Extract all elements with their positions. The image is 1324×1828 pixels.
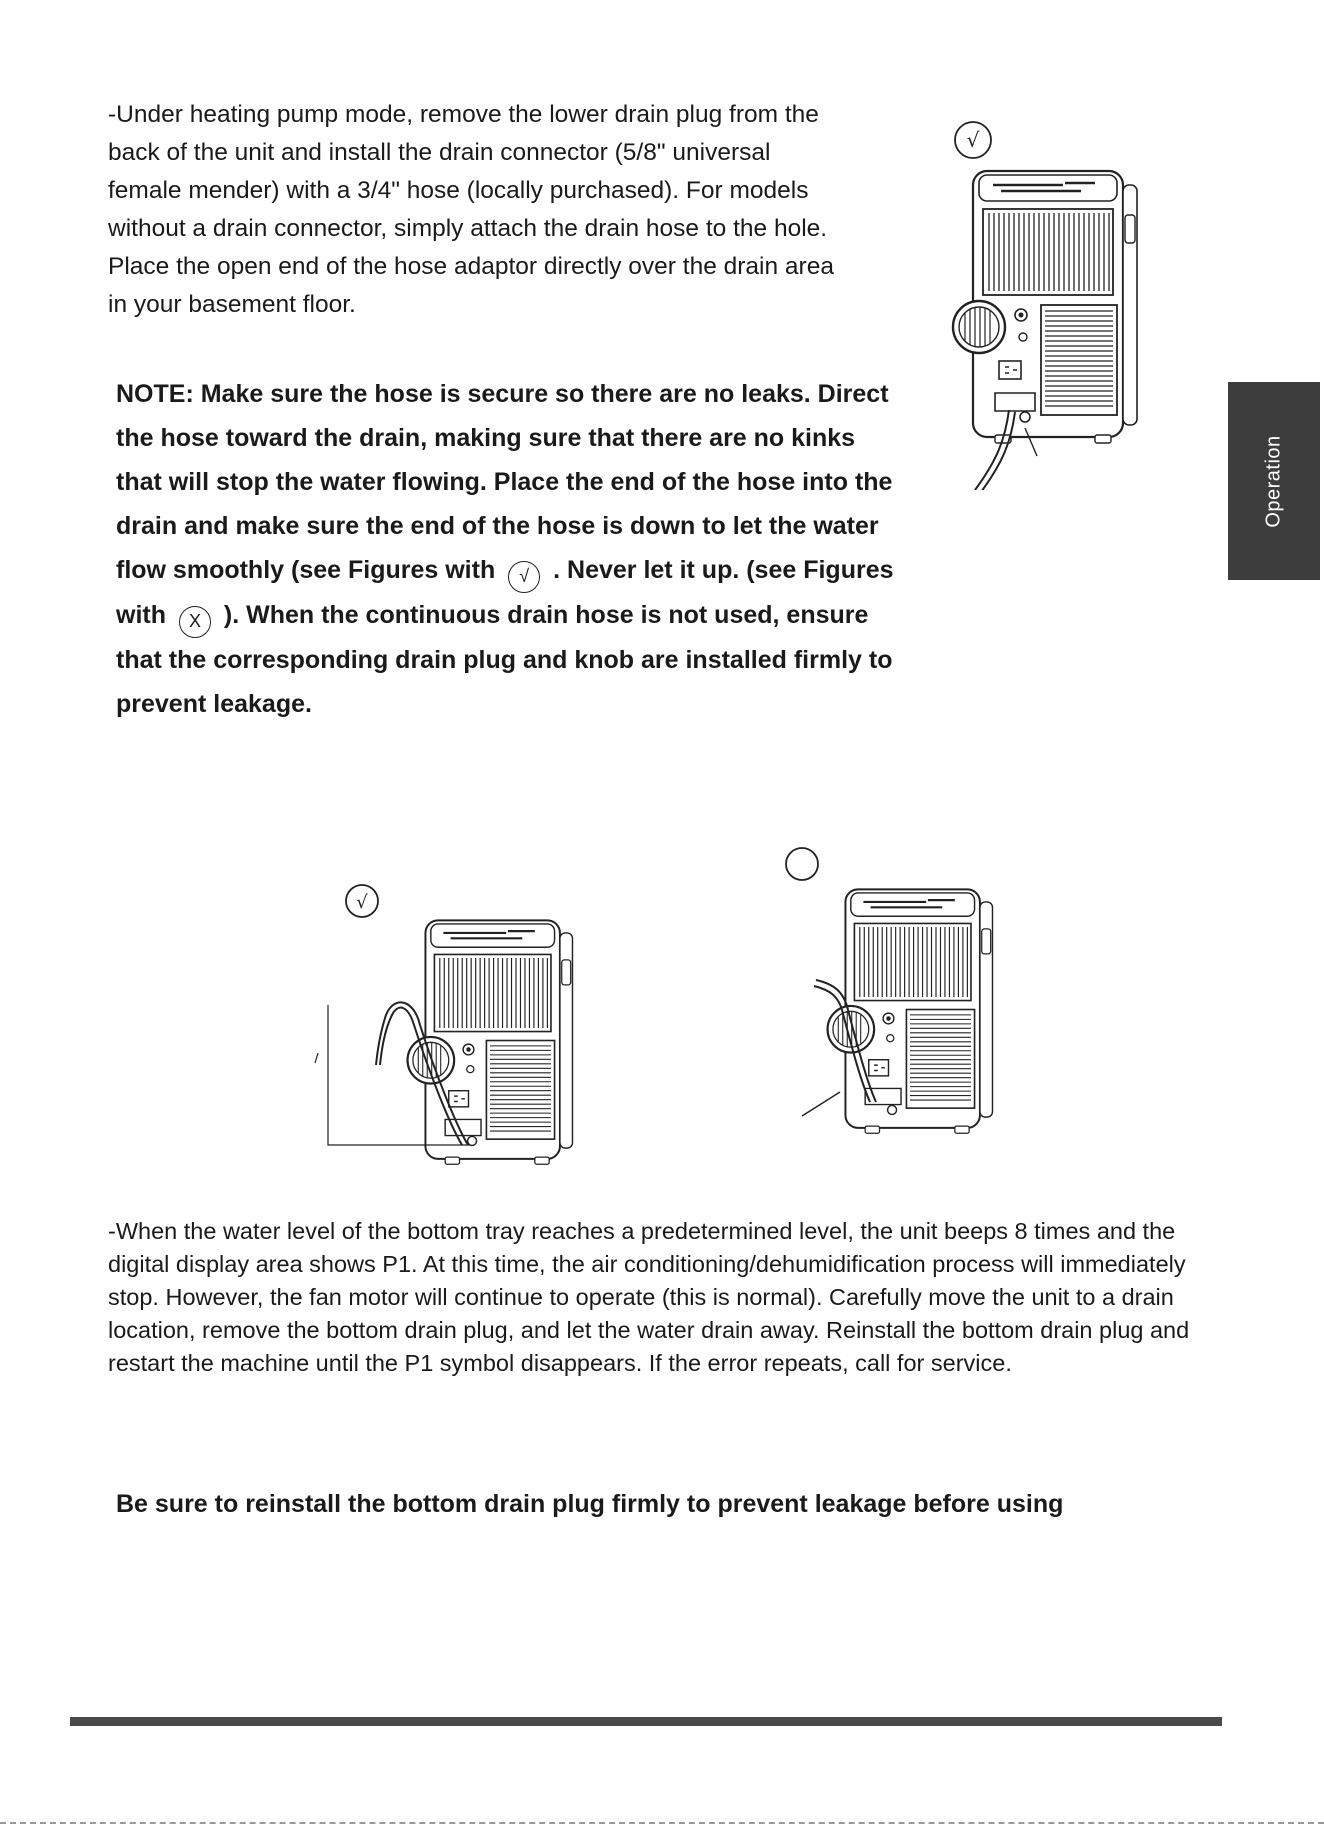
side-tab-label: Operation [1262, 434, 1285, 528]
note-text-part1: NOTE: Make sure the hose is secure so there are no leaks. Direct the hose toward the drain, making sure that there are no kinks that will stop the water flowing. Place the end of the hose into the drain and make sure the end of the hose is down to let the water flow smoothly (see Figures with [116, 380, 893, 584]
mark-bottom-left: √ [356, 892, 368, 913]
note-text-part2: . Never let it up. (see Figures with [116, 556, 894, 629]
figure-bottom-left [310, 875, 610, 1175]
water-level-paragraph: -When the water level of the bottom tray reaches a predetermined level, the unit beeps 8 times and the digital display area shows P1. At this time, the air conditioning/dehumidification process will immediately stop. However, the fan motor will continue to operate (this is normal). Carefully move the unit to a drain location, remove the bottom drain plug, and let the water drain away. Reinstall the bottom drain plug and restart the machine until the P1 symbol disappears. If the error repeats, call for service. [108, 1218, 1190, 1376]
note-text-part3: ). When the continuous drain hose is not used, ensure that the corresponding drain plug and knob are installed firmly to prevent leakage. [116, 601, 893, 718]
bottom-dashed-line [0, 1822, 1324, 1824]
mark-top-right: √ [966, 128, 980, 152]
final-warning: Be sure to reinstall the bottom drain plug firmly to prevent leakage before using [116, 1490, 1064, 1518]
operation-side-tab [1228, 382, 1320, 580]
check-mark-icon: √ [508, 561, 540, 593]
x-mark-icon: X [179, 606, 211, 638]
footer-rule [70, 1717, 1222, 1726]
note-paragraph [116, 372, 896, 726]
figure-top-right [905, 110, 1155, 490]
figure-bottom-right [770, 840, 1030, 1150]
intro-paragraph: -Under heating pump mode, remove the lower drain plug from the back of the unit and install the drain connector (5/8" universal female mender) with a 3/4" hose (locally purchased). For models without a drain connector, simply attach the drain hose to the hole. Place the open end of the hose adaptor directly over the drain area in your basement floor. [108, 101, 834, 318]
